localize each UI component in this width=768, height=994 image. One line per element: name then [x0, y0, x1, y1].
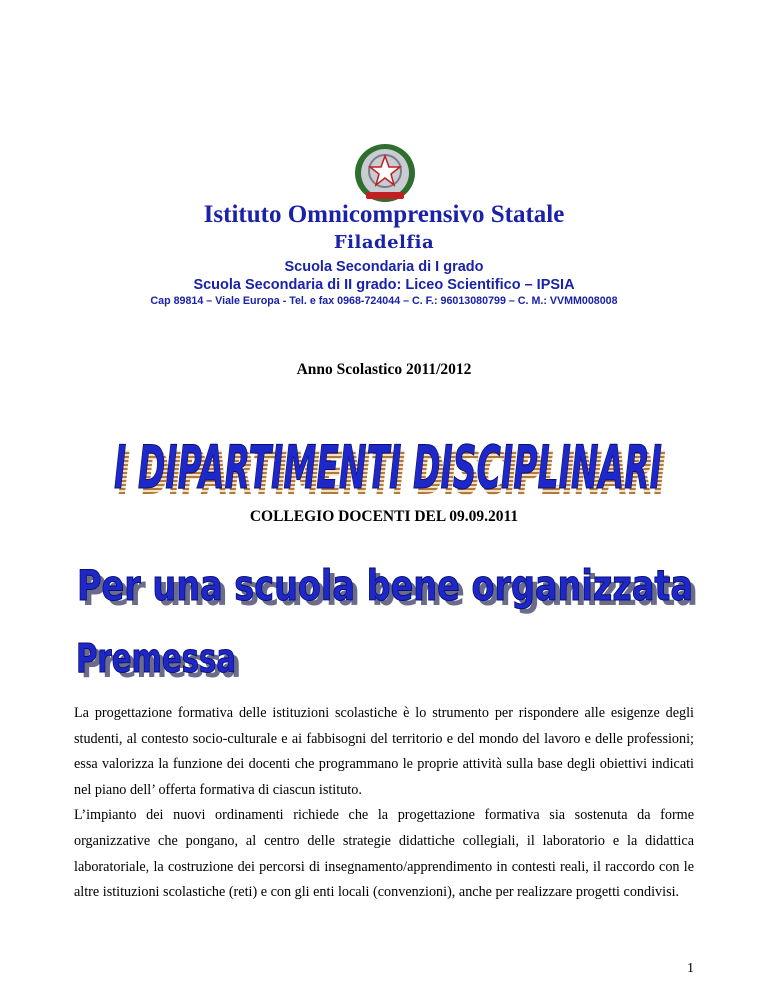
- italian-republic-emblem-icon: [352, 140, 418, 204]
- banner-title-wordart: [96, 416, 676, 506]
- school-line-2: Scuola Secondaria di II grado: Liceo Scientifico – IPSIA: [193, 277, 575, 293]
- banner-title-shadow: I DIPARTIMENTI DISCIPLINARI: [118, 439, 666, 506]
- paragraph: L’impianto dei nuovi ordinamenti richiede che la progettazione formativa sia sostenuta da forme organizzative che pongano, al centro delle strategie didattiche collegiali, il laboratorio e la didattica laboratoriale, la costruzione dei percorsi di insegnamento/apprendimento in contesti reali, il raccordo con le altre istituzioni scolastiche (reti) e con gli enti locali (convenzioni), anche per realizzare progetti condivisi.: [74, 807, 694, 901]
- contact-info: Cap 89814 – Viale Europa - Tel. e fax 0968-724044 – C. F.: 96013080799 – C. M.: VVMM008008: [150, 295, 618, 307]
- paragraph: La progettazione formativa delle istituzioni scolastiche è lo strumento per rispondere alle esigenze degli studenti, al contesto socio-culturale e ai fabbisogni del territorio e del mondo del lavoro e delle professioni; essa valorizza la funzione dei docenti che programmano le proprie attività sulla base degli obiettivi indicati nel piano dell’ offerta formativa di ciascun istituto.: [74, 705, 694, 798]
- slogan-shadow: Per una scuola bene organizzata: [82, 566, 698, 614]
- banner-title: I DIPARTIMENTI DISCIPLINARI: [114, 433, 662, 503]
- slogan-wordart: [70, 550, 700, 614]
- school-year: Anno Scolastico 2011/2012: [296, 361, 472, 378]
- school-line-1: Scuola Secondaria di I grado: [284, 259, 484, 275]
- institute-name: Istituto Omnicomprensivo Statale: [203, 201, 565, 228]
- meeting-line: COLLEGIO DOCENTI DEL 09.09.2011: [249, 508, 519, 525]
- section-title: Premessa: [76, 636, 236, 682]
- slogan-text: Per una scuola bene organizzata: [77, 561, 693, 610]
- section-title-shadow: Premessa: [81, 641, 241, 682]
- section-title-wordart: [72, 630, 242, 682]
- institute-town: Filadelfia: [333, 232, 435, 253]
- page-number: 1: [687, 961, 694, 976]
- body-text: [74, 701, 694, 906]
